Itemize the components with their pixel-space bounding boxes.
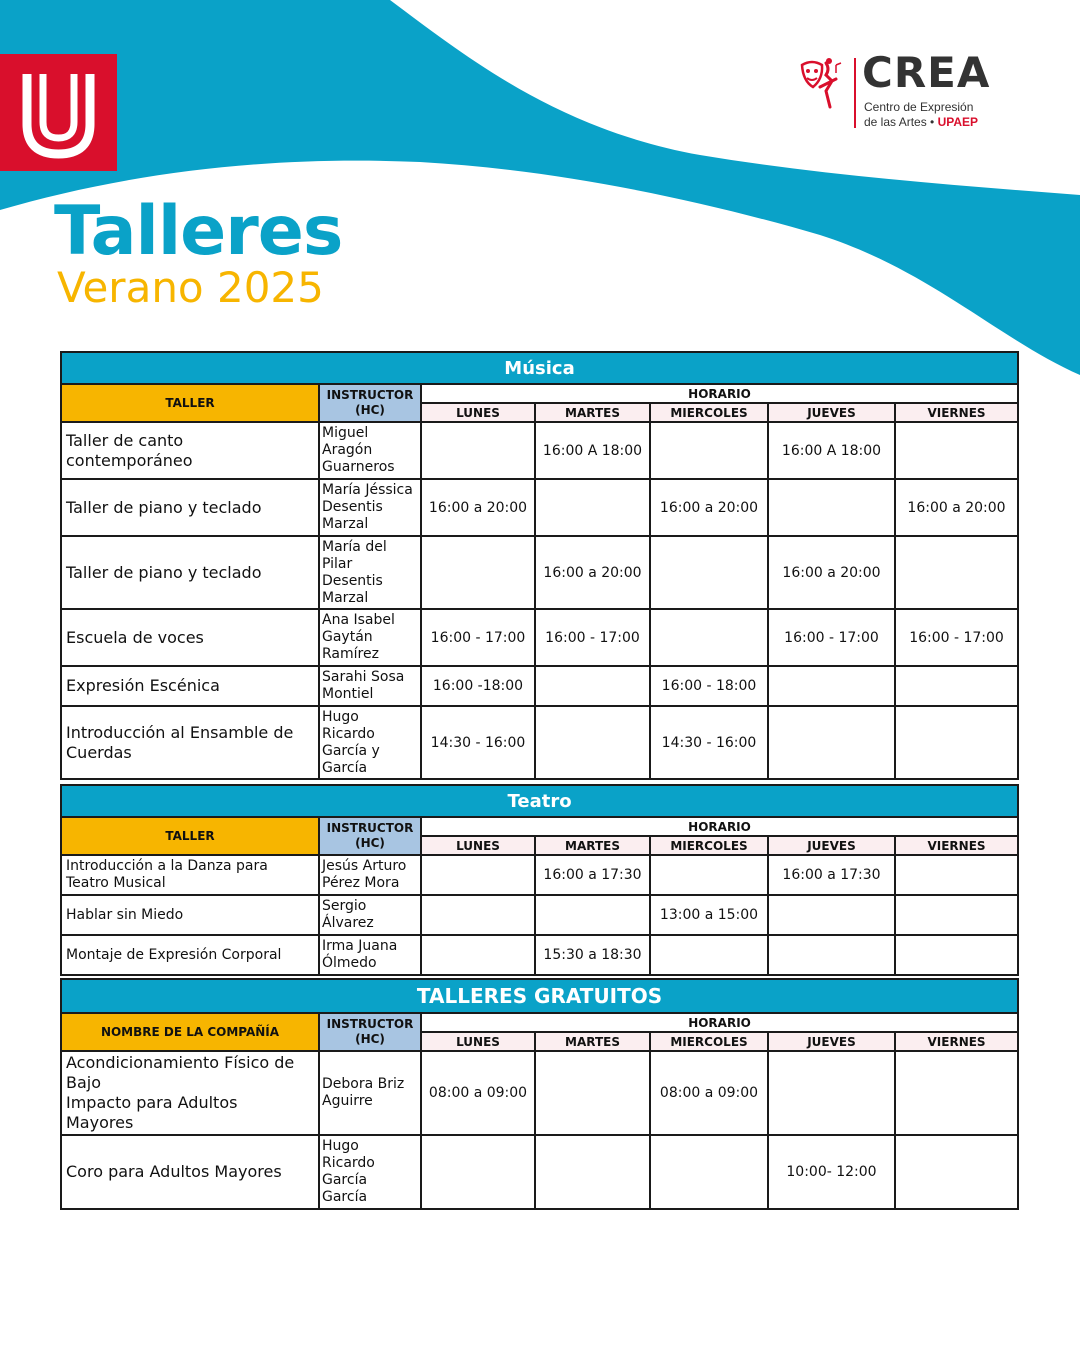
workshop-name: Taller de piano y teclado xyxy=(61,536,319,609)
instructor-name: Debora Briz Aguirre xyxy=(319,1051,421,1135)
schedule-cell xyxy=(650,609,768,666)
schedule-cell xyxy=(650,536,768,609)
table-row xyxy=(61,895,1018,935)
theater-mask-icon xyxy=(796,57,846,109)
instructor-name: Hugo Ricardo García y García xyxy=(319,706,421,779)
instructor-name: Irma Juana Ólmedo xyxy=(319,935,421,975)
instructor-name: María del Pilar Desentis Marzal xyxy=(319,536,421,609)
workshop-name: Montaje de Expresión Corporal xyxy=(61,935,319,975)
schedule-cell xyxy=(895,1135,1018,1209)
schedule-cell: 08:00 a 09:00 xyxy=(421,1051,535,1135)
schedule-cell xyxy=(895,666,1018,706)
crea-subtitle-2: de las Artes • UPAEP xyxy=(864,115,979,129)
table-row xyxy=(61,422,1018,479)
schedule-cell xyxy=(895,855,1018,895)
table-row xyxy=(61,855,1018,895)
workshop-name: Acondicionamiento Físico de Bajo Impacto para Adultos Mayores xyxy=(61,1051,319,1135)
teatro-day-header: MIERCOLES xyxy=(650,836,768,855)
schedule-cell xyxy=(421,855,535,895)
page-subtitle: Verano 2025 xyxy=(57,263,324,312)
gratuitos-section-title: TALLERES GRATUITOS xyxy=(61,979,1018,1013)
musica-day-header: MIERCOLES xyxy=(650,403,768,422)
table-row xyxy=(61,666,1018,706)
workshop-name: Expresión Escénica xyxy=(61,666,319,706)
schedule-cell xyxy=(768,666,895,706)
schedule-cell xyxy=(895,1051,1018,1135)
musica-col-horario: HORARIO xyxy=(421,384,1018,403)
schedule-cell: 16:00 - 17:00 xyxy=(768,609,895,666)
workshop-name: Escuela de voces xyxy=(61,609,319,666)
workshop-name: Taller de canto contemporáneo xyxy=(61,422,319,479)
schedule-cell xyxy=(421,935,535,975)
teatro-section-title: Teatro xyxy=(61,785,1018,817)
schedule-cell: 14:30 - 16:00 xyxy=(650,706,768,779)
teatro-col-taller: TALLER xyxy=(61,817,319,855)
schedule-cell xyxy=(421,422,535,479)
schedule-cell xyxy=(535,479,650,536)
teatro-day-header: LUNES xyxy=(421,836,535,855)
schedule-cell: 08:00 a 09:00 xyxy=(650,1051,768,1135)
upaep-logo xyxy=(0,54,117,171)
musica-col-taller: TALLER xyxy=(61,384,319,422)
musica-day-header: JUEVES xyxy=(768,403,895,422)
schedule-cell xyxy=(768,706,895,779)
table-row xyxy=(61,479,1018,536)
crea-wordmark: CREA xyxy=(862,48,991,97)
schedule-cell xyxy=(421,895,535,935)
workshop-name: Taller de piano y teclado xyxy=(61,479,319,536)
schedule-cell: 16:00 a 20:00 xyxy=(535,536,650,609)
schedule-cell xyxy=(421,536,535,609)
instructor-name: Jesús Arturo Pérez Mora xyxy=(319,855,421,895)
schedule-cell: 16:00 a 20:00 xyxy=(895,479,1018,536)
schedule-cell: 16:00 a 20:00 xyxy=(650,479,768,536)
schedule-cell xyxy=(535,1135,650,1209)
crea-divider xyxy=(854,58,856,128)
gratuitos-day-header: MIERCOLES xyxy=(650,1032,768,1051)
schedule-cell: 16:00 a 20:00 xyxy=(768,536,895,609)
table-row xyxy=(61,935,1018,975)
gratuitos-table xyxy=(60,978,1019,1210)
schedule-cell xyxy=(650,935,768,975)
teatro-day-header: JUEVES xyxy=(768,836,895,855)
instructor-name: Sarahi Sosa Montiel xyxy=(319,666,421,706)
schedule-cell: 16:00 - 18:00 xyxy=(650,666,768,706)
schedule-cell: 13:00 a 15:00 xyxy=(650,895,768,935)
table-row xyxy=(61,706,1018,779)
instructor-name: Ana Isabel Gaytán Ramírez xyxy=(319,609,421,666)
gratuitos-day-header: VIERNES xyxy=(895,1032,1018,1051)
instructor-name: Miguel Aragón Guarneros xyxy=(319,422,421,479)
schedule-cell: 16:00 A 18:00 xyxy=(768,422,895,479)
schedule-cell xyxy=(768,479,895,536)
musica-table xyxy=(60,351,1019,780)
schedule-cell: 10:00- 12:00 xyxy=(768,1135,895,1209)
teatro-col-horario: HORARIO xyxy=(421,817,1018,836)
schedule-cell xyxy=(535,1051,650,1135)
schedule-cell xyxy=(421,1135,535,1209)
schedule-cell xyxy=(535,895,650,935)
schedule-cell xyxy=(895,422,1018,479)
schedule-cell xyxy=(895,536,1018,609)
schedule-cell xyxy=(895,895,1018,935)
musica-day-header: VIERNES xyxy=(895,403,1018,422)
schedule-cell xyxy=(768,935,895,975)
schedule-cell xyxy=(768,895,895,935)
workshop-name: Hablar sin Miedo xyxy=(61,895,319,935)
instructor-name: María Jéssica Desentis Marzal xyxy=(319,479,421,536)
teatro-table xyxy=(60,784,1019,976)
schedule-cell: 16:00 a 20:00 xyxy=(421,479,535,536)
schedule-cell xyxy=(650,1135,768,1209)
table-row xyxy=(61,1135,1018,1209)
workshop-name: Introducción a la Danza para Teatro Musical xyxy=(61,855,319,895)
gratuitos-col-taller: NOMBRE DE LA COMPAÑÍA xyxy=(61,1013,319,1051)
schedule-cell xyxy=(768,1051,895,1135)
workshop-name: Coro para Adultos Mayores xyxy=(61,1135,319,1209)
workshop-name: Introducción al Ensamble de Cuerdas xyxy=(61,706,319,779)
gratuitos-day-header: LUNES xyxy=(421,1032,535,1051)
musica-day-header: MARTES xyxy=(535,403,650,422)
schedule-cell: 16:00 - 17:00 xyxy=(895,609,1018,666)
schedule-cell: 16:00 a 17:30 xyxy=(535,855,650,895)
gratuitos-day-header: MARTES xyxy=(535,1032,650,1051)
schedule-cell xyxy=(895,706,1018,779)
schedule-cell: 16:00 A 18:00 xyxy=(535,422,650,479)
schedule-cell xyxy=(535,666,650,706)
crea-logo xyxy=(796,48,1016,130)
table-row xyxy=(61,1051,1018,1135)
musica-day-header: LUNES xyxy=(421,403,535,422)
schedule-cell: 16:00 - 17:00 xyxy=(421,609,535,666)
musica-col-instructor: INSTRUCTOR (HC) xyxy=(319,384,421,422)
schedule-cell xyxy=(650,855,768,895)
schedule-cell: 16:00 - 17:00 xyxy=(535,609,650,666)
schedule-cell xyxy=(895,935,1018,975)
instructor-name: Hugo Ricardo García García xyxy=(319,1135,421,1209)
schedule-cell xyxy=(650,422,768,479)
table-row xyxy=(61,609,1018,666)
page-title: Talleres xyxy=(54,192,343,271)
schedule-cell: 15:30 a 18:30 xyxy=(535,935,650,975)
schedule-cell: 16:00 -18:00 xyxy=(421,666,535,706)
schedule-cell xyxy=(535,706,650,779)
schedule-cell: 16:00 a 17:30 xyxy=(768,855,895,895)
instructor-name: Sergio Álvarez xyxy=(319,895,421,935)
gratuitos-day-header: JUEVES xyxy=(768,1032,895,1051)
gratuitos-col-horario: HORARIO xyxy=(421,1013,1018,1032)
crea-subtitle-1: Centro de Expresión xyxy=(864,100,974,114)
gratuitos-col-instructor: INSTRUCTOR (HC) xyxy=(319,1013,421,1051)
table-row xyxy=(61,536,1018,609)
teatro-day-header: VIERNES xyxy=(895,836,1018,855)
teatro-day-header: MARTES xyxy=(535,836,650,855)
musica-section-title: Música xyxy=(61,352,1018,384)
schedule-cell: 14:30 - 16:00 xyxy=(421,706,535,779)
teatro-col-instructor: INSTRUCTOR (HC) xyxy=(319,817,421,855)
